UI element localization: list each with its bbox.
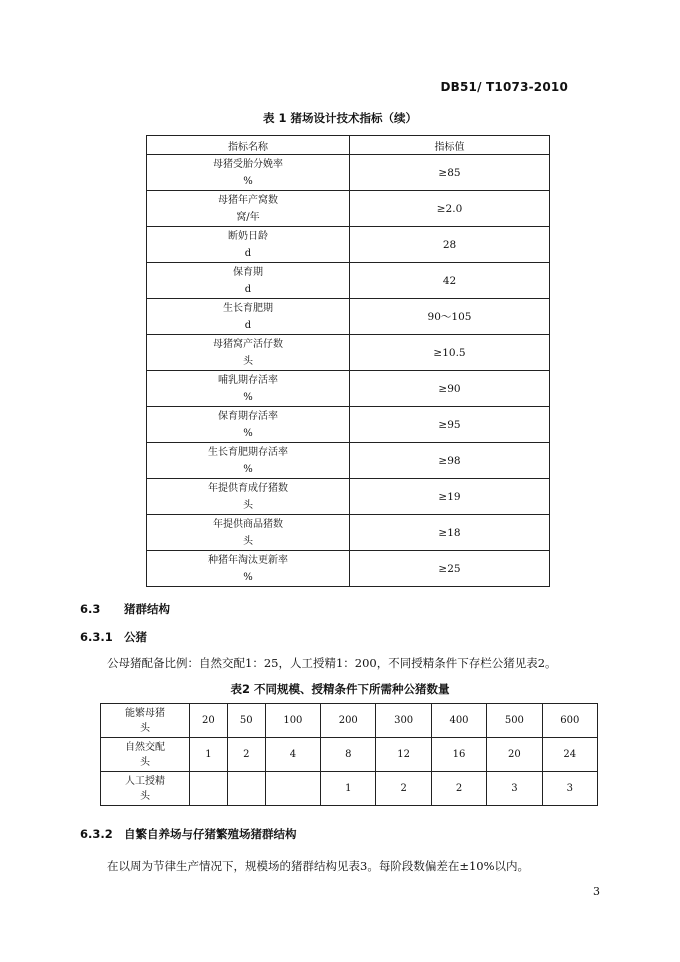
indicator-name: 种猪年淘汰更新率 (208, 554, 288, 566)
row-label: 自然交配 (125, 741, 165, 753)
indicator-name-cell (147, 191, 350, 227)
table-cell: 600 (542, 704, 597, 738)
indicator-unit: % (243, 391, 253, 403)
indicator-unit: 头 (243, 355, 253, 367)
table-row (147, 263, 550, 299)
table-cell: 200 (321, 704, 376, 738)
document-id: DB51/ T1073-2010 (440, 80, 568, 94)
table-row (147, 479, 550, 515)
indicator-unit: % (243, 463, 253, 475)
indicator-value: ≥90 (350, 371, 550, 407)
indicator-value: ≥19 (350, 479, 550, 515)
indicator-name-cell (147, 551, 350, 587)
indicator-value: ≥95 (350, 407, 550, 443)
indicator-name: 母猪受胎分娩率 (213, 158, 283, 170)
indicator-unit: 窝/年 (236, 211, 260, 223)
indicator-value: 42 (350, 263, 550, 299)
section-6-3-2-heading (80, 826, 297, 842)
section-title: 猪群结构 (124, 602, 170, 616)
indicator-name-cell (147, 335, 350, 371)
row-label: 人工授精 (125, 775, 165, 787)
indicator-value: ≥2.0 (350, 191, 550, 227)
table-cell: 4 (265, 738, 320, 772)
row-label-cell (101, 772, 190, 806)
table2-caption: 表2 不同规模、授精条件下所需种公猪数量 (230, 682, 450, 696)
table-row (147, 335, 550, 371)
section-6-3-1-paragraph: 公母猪配备比例：自然交配1：25，人工授精1：200，不同授精条件下存栏公猪见表2。 (107, 656, 557, 670)
table-cell: 300 (376, 704, 431, 738)
table-row (101, 772, 598, 806)
table-cell: 50 (227, 704, 265, 738)
table1-header-row (147, 136, 550, 155)
table-row (147, 227, 550, 263)
indicator-unit: 头 (243, 535, 253, 547)
indicator-name: 生长育肥期存活率 (208, 446, 288, 458)
indicator-name: 母猪年产窝数 (218, 194, 278, 206)
table-cell: 20 (190, 704, 228, 738)
table1 (146, 135, 550, 587)
table-cell: 20 (487, 738, 542, 772)
table-cell: 500 (487, 704, 542, 738)
table-row (147, 515, 550, 551)
indicator-value: 28 (350, 227, 550, 263)
indicator-name-cell (147, 407, 350, 443)
indicator-unit: 头 (243, 499, 253, 511)
row-unit: 头 (140, 790, 150, 802)
section-number: 6.3 (80, 602, 101, 616)
row-label-cell (101, 704, 190, 738)
section-title: 公猪 (124, 630, 147, 644)
row-label: 能繁母猪 (125, 707, 165, 719)
indicator-name-cell (147, 371, 350, 407)
indicator-value: 90～105 (350, 299, 550, 335)
indicator-name-cell (147, 155, 350, 191)
row-unit: 头 (140, 722, 150, 734)
row-unit: 头 (140, 756, 150, 768)
indicator-unit: % (243, 427, 253, 439)
indicator-unit: % (243, 571, 253, 583)
section-number: 6.3.1 (80, 630, 113, 644)
indicator-value: ≥98 (350, 443, 550, 479)
indicator-value: ≥10.5 (350, 335, 550, 371)
table-row (147, 551, 550, 587)
table-row (101, 738, 598, 772)
table-row (147, 407, 550, 443)
indicator-unit: d (244, 283, 252, 295)
indicator-name-cell (147, 227, 350, 263)
indicator-name: 生长育肥期 (223, 302, 273, 314)
table-row (147, 299, 550, 335)
indicator-value: ≥18 (350, 515, 550, 551)
indicator-name: 断奶日龄 (228, 230, 268, 242)
table1-col-name: 指标名称 (147, 136, 350, 155)
section-number: 6.3.2 (80, 827, 113, 841)
indicator-name: 年提供商品猪数 (213, 518, 283, 530)
indicator-name-cell (147, 263, 350, 299)
table-cell: 1 (321, 772, 376, 806)
table-row (147, 155, 550, 191)
indicator-unit: % (243, 175, 253, 187)
table-cell (227, 772, 265, 806)
indicator-name-cell (147, 443, 350, 479)
indicator-name: 哺乳期存活率 (218, 374, 278, 386)
table1-col-value: 指标值 (350, 136, 550, 155)
indicator-name-cell (147, 515, 350, 551)
indicator-unit: d (244, 319, 252, 331)
indicator-name: 年提供育成仔猪数 (208, 482, 288, 494)
table-cell: 2 (227, 738, 265, 772)
table-cell: 100 (265, 704, 320, 738)
table-cell: 16 (431, 738, 486, 772)
table-cell: 8 (321, 738, 376, 772)
table-row (147, 443, 550, 479)
table-cell: 24 (542, 738, 597, 772)
table-row (147, 371, 550, 407)
table2 (100, 703, 598, 806)
table-row (101, 704, 598, 738)
indicator-value: ≥85 (350, 155, 550, 191)
section-title: 自繁自养场与仔猪繁殖场猪群结构 (124, 827, 297, 841)
page-number: 3 (593, 885, 600, 898)
table-row (147, 191, 550, 227)
table-cell (190, 772, 228, 806)
table-cell: 3 (487, 772, 542, 806)
section-6-3-1-heading (80, 629, 147, 645)
indicator-name-cell (147, 479, 350, 515)
indicator-name: 母猪窝产活仔数 (213, 338, 283, 350)
table-cell: 3 (542, 772, 597, 806)
indicator-unit: d (244, 247, 252, 259)
indicator-value: ≥25 (350, 551, 550, 587)
indicator-name: 保育期 (233, 266, 263, 278)
table-cell: 1 (190, 738, 228, 772)
table-cell: 12 (376, 738, 431, 772)
indicator-name: 保育期存活率 (218, 410, 278, 422)
section-6-3-2-paragraph: 在以周为节律生产情况下，规模场的猪群结构见表3。每阶段数偏差在±10%以内。 (107, 859, 530, 873)
row-label-cell (101, 738, 190, 772)
table-cell: 2 (376, 772, 431, 806)
table-cell: 2 (431, 772, 486, 806)
table-cell (265, 772, 320, 806)
table-cell: 400 (431, 704, 486, 738)
indicator-name-cell (147, 299, 350, 335)
table1-caption: 表 1 猪场设计技术指标（续） (262, 111, 417, 125)
section-6-3-heading (80, 601, 170, 617)
